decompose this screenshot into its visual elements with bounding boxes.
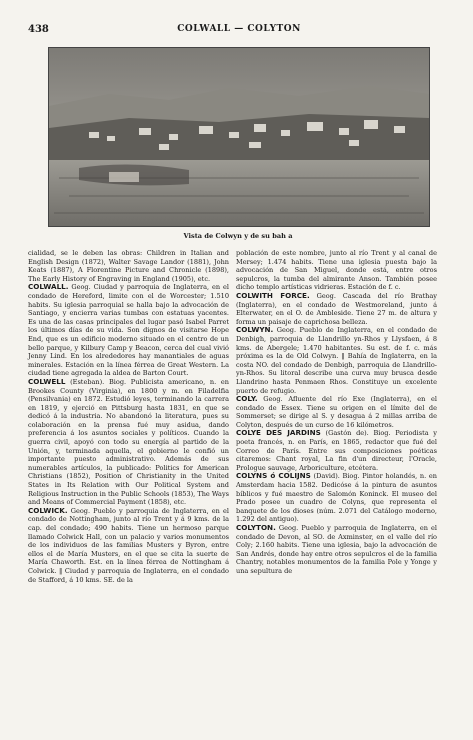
right-column: [236, 249, 437, 576]
entry-headword: COLWALL.: [28, 282, 69, 292]
entry-continuation: [236, 249, 437, 292]
entry-text: Geog. Pueblo de Inglaterra, en el condado de Denbigh, parroquia de Llandrillo yn-Rhos y Llysfaen, á 8 kms. de Abergele; 1.470 habitantes. Su est. de f. c. más próxima es la de Old Colwyn. ‖ Bahía de Inglaterra, en la costa NO. del condado de Denbigh, parroquia de Llandrillo-yn-Rhos. Su litoral describe una curva muy brusca desde Llandrino hasta Penmaen Rhos. Constituye un excelente puerto de refugio.: [236, 326, 437, 395]
dictionary-entry: [236, 326, 437, 395]
entry-continuation: [28, 249, 229, 283]
entry-headword: COLWYN.: [236, 325, 274, 335]
entry-text: (Gastón de). Biog. Periodista y poeta francés, n. en París, en 1865, redactor que fué del Correo de París. Entre sus composiciones poéticas citaremos: Chant royal, La fin d'un directeur, l'Oracle, Prologue sauvage, Arboriculture, etcétera.: [236, 429, 437, 472]
dictionary-entry: [28, 507, 229, 584]
entry-headword: COLWELL: [28, 376, 66, 386]
dictionary-entry: [28, 378, 229, 507]
dictionary-entry: [236, 429, 437, 472]
dictionary-entry: [236, 395, 437, 429]
entry-headword: COLYNS ó COLIJNS: [236, 471, 311, 481]
running-title: COLWALL — COLYTON: [177, 24, 301, 34]
page-number: 438: [28, 24, 49, 35]
entry-headword: COLWITH FORCE.: [236, 290, 310, 300]
entry-headword: COLYTON.: [236, 523, 276, 532]
dictionary-entry: [236, 292, 437, 326]
dictionary-entry: [236, 524, 437, 576]
entry-headword: COLWICK.: [28, 505, 68, 515]
entry-text: población de este nombre, junto al río Trent y al canal de Mersey; 1.474 habits. Tiene una iglesia puesta bajo la advocación de San Miguel, donde está, entre otros sepulcros, la tumba del almirante Anson. También posee dicho templo artísticas vidrieras. Estación de f. c.: [236, 249, 437, 292]
page-header: [28, 24, 450, 38]
entry-text: (Esteban). Biog. Publicista americano, n. en Brookes County (Virginia), en 1800 y m. en Filadelfia (Pensilvania) en 1872. Estudió leyes, terminando la carrera en 1819, y ejerció en Pittsburg hasta 1831, en que se dedicó á la industria. No abandonó la literatura, pues su colaboración en la prensa fué muy asidua, dando preferencia á los asuntos sociales y políticos. Cuando la guerra civil, apoyó con todo su energía al partido de la Unión, y, terminada aquella, el gobierno le confió un importante puesto administrativo. Además de sus numerables artículos, la publicado: Politics for American Christians (1852), Position of Christianity in the United States in Its Relation with Our Political System and Religious Instruction in the Public Schools (1853), The Ways and Means of Commercial Payment (1858), etc.: [28, 377, 229, 507]
entry-text: Geog. Afluente del río Exe (Inglaterra), en el condado de Essex. Tiene su origen en el límite del de Sommerset; se dirige al S. y desagua á 2 millas arriba de Colyton, después de un curso de 16 kilómetros.: [236, 395, 437, 429]
figure-caption: Vista de Colwyn y de su bah a: [183, 232, 293, 240]
left-column: [28, 249, 229, 584]
entry-text: cialidad, se le deben las obras: Children in Italian and English Design (1872), Walter Savage Landor (1881), John Keats (1887), A Florentine Picture and Chronicle (1898), The Early History of Engraving in England (1905), etc.: [28, 249, 229, 283]
entry-text: Geog. Cascada del río Brathay (Inglaterra), en el condado de Westmoreland, junto á Elterwater, en el O. de Ambleside. Tiene 27 m. de altura y forma un paisaje de caprichosa belleza.: [236, 291, 437, 326]
entry-text: (David). Biog. Pintor holandés, n. en Amsterdam hacia 1582. Dedicóse á la pintura de asuntos bíblicos y fué maestro de Salomón Koninck. El museo del Prado posee un cuadro de Colyns, que representa el banquete de los dioses (núm. 2.071 del Catálogo moderno, 1.292 del antiguo).: [236, 472, 437, 524]
entry-text: Geog. Pueblo y parroquia de Inglaterra, en el condado de Nottingham, junto al río Trent y á 9 kms. de la cap. del condado; 490 habits. Tiene un hermoso parque llamado Colwick Hall, con un palacio y varios monumentos de los individuos de las familias Musters y Byron, entre ellos el de María Musters, en el que se cita la suerte de María Chaworth. Est. en la línea férrea de Nottingham á Colwick. ‖ Ciudad y parroquia de Inglaterra, en el condado de Stafford, á 10 kms. SE. de la: [28, 506, 229, 584]
entry-text: Geog. Ciudad y parroquia de Inglaterra, en el condado de Hereford, limite con el de Worcester; 1.510 habits. Su iglesia parroquial se halla bajo la advocación de Santiago, y encierra varias tumbas con estatuas yacentes. Es una de las casas principales del lugar pasó Isabel Parret los últimos días de su vida. Son dignos de visitarse Hope End, que es un edificio moderno situado en el centro de un bello parque, y Kilbury Camp y Beacon, cerca del cual vivió Jenny Lind. En los alrededores hay manantiales de aguas minerales. Estación en la línea férrea de Great Western. La ciudad tiene agregada la aldea de Barton Court.: [28, 283, 229, 378]
town-photograph: [48, 47, 430, 227]
entry-text: Geog. Pueblo y parroquia de Inglaterra, en el condado de Devon, al SO. de Axminster, en el valle del río Coly; 2.160 habits. Tiene una iglesia, bajo la advocación de San Andrés, donde hay entre otros sepulcros el de la familia Chantry, notables monumentos de la familia Pole y Yonge y una sepultura de: [236, 524, 437, 575]
dictionary-entry: [236, 472, 437, 524]
dictionary-entry: [28, 283, 229, 378]
photograph-illustration: [49, 48, 429, 226]
entry-headword: COLYE DES JARDINS: [236, 428, 321, 438]
entry-headword: COLY.: [236, 394, 258, 404]
